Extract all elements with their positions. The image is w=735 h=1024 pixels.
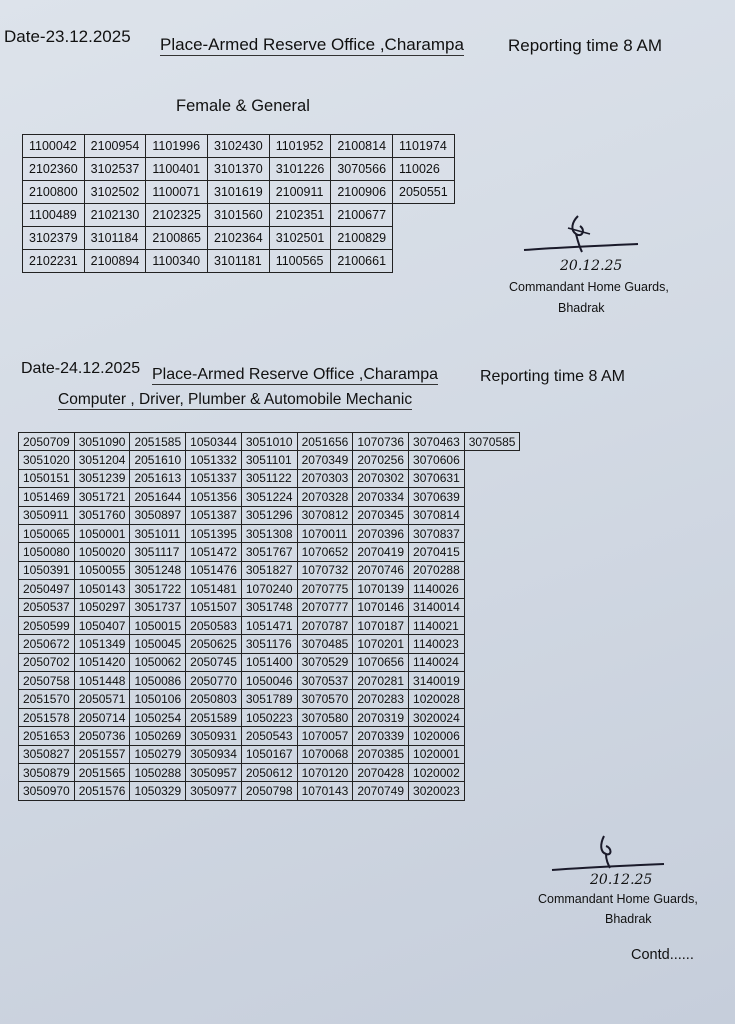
table-row	[19, 488, 520, 506]
roll-number-cell: 2100894	[84, 250, 146, 273]
roll-number-cell: 1050288	[130, 764, 186, 782]
roll-number-cell: 2070256	[353, 451, 409, 469]
roll-number-cell: 2100800	[23, 181, 85, 204]
roll-number-cell: 1101974	[393, 135, 455, 158]
section2-place: Place-Armed Reserve Office ,Charampa	[152, 366, 439, 383]
table-row	[19, 782, 520, 800]
signatory-1-title: Commandant Home Guards,	[509, 280, 669, 294]
roll-number-cell: 1051332	[186, 451, 242, 469]
roll-number-cell: 3070537	[297, 672, 353, 690]
roll-number-cell: 1050269	[130, 727, 186, 745]
roll-number-cell: 2070385	[353, 745, 409, 763]
roll-number-cell: 1051387	[186, 506, 242, 524]
table-row	[19, 745, 520, 763]
roll-number-cell: 1051420	[74, 653, 130, 671]
roll-number-cell: 2070302	[353, 469, 409, 487]
roll-number-cell: 2102364	[208, 227, 270, 250]
signatory-2-place: Bhadrak	[605, 912, 652, 926]
roll-number-cell: 2070746	[353, 561, 409, 579]
roll-number-cell: 3070580	[297, 708, 353, 726]
roll-number-cell: 2070319	[353, 708, 409, 726]
roll-number-cell: 3051722	[130, 580, 186, 598]
roll-number-cell: 3102501	[269, 227, 331, 250]
roll-number-cell: 1050297	[74, 598, 130, 616]
empty-cell	[464, 635, 520, 653]
roll-number-cell: 1050015	[130, 616, 186, 634]
roll-number-cell: 2070787	[297, 616, 353, 634]
roll-number-cell: 2070415	[409, 543, 465, 561]
roll-number-cell: 2050551	[393, 181, 455, 204]
roll-number-cell: 2100814	[331, 135, 393, 158]
roll-number-cell: 2070396	[353, 524, 409, 542]
roll-number-cell: 3020024	[409, 708, 465, 726]
empty-cell	[464, 598, 520, 616]
roll-number-cell: 2070428	[353, 764, 409, 782]
roll-number-cell: 3070570	[297, 690, 353, 708]
table-row	[19, 506, 520, 524]
roll-number-cell: 1050065	[19, 524, 75, 542]
roll-number-cell: 3051827	[241, 561, 297, 579]
roll-number-cell: 2051585	[130, 433, 186, 451]
empty-cell	[393, 227, 455, 250]
roll-number-cell: 2051644	[130, 488, 186, 506]
roll-number-cell: 1050223	[241, 708, 297, 726]
roll-number-cell: 2051557	[74, 745, 130, 763]
roll-number-cell: 1100489	[23, 204, 85, 227]
roll-number-cell: 3051020	[19, 451, 75, 469]
table-row	[19, 672, 520, 690]
empty-cell	[464, 690, 520, 708]
roll-number-cell: 3102430	[208, 135, 270, 158]
roll-number-cell: 2070339	[353, 727, 409, 745]
roll-number-cell: 3050911	[19, 506, 75, 524]
section2-category: Computer , Driver, Plumber & Automobile Mechanic	[58, 391, 413, 408]
roll-number-cell: 1070057	[297, 727, 353, 745]
roll-number-cell: 3051308	[241, 524, 297, 542]
empty-cell	[464, 653, 520, 671]
roll-number-cell: 3070529	[297, 653, 353, 671]
roll-number-cell: 1050329	[130, 782, 186, 800]
roll-number-cell: 2050803	[186, 690, 242, 708]
table-row	[19, 764, 520, 782]
roll-number-cell: 3051101	[241, 451, 297, 469]
roll-number-cell: 1100340	[146, 250, 208, 273]
roll-number-cell: 2050745	[186, 653, 242, 671]
roll-number-cell: 110026	[393, 158, 455, 181]
empty-cell	[464, 727, 520, 745]
empty-cell	[464, 506, 520, 524]
roll-number-cell: 1020001	[409, 745, 465, 763]
roll-number-cell: 3051296	[241, 506, 297, 524]
roll-number-cell: 2051589	[186, 708, 242, 726]
roll-number-cell: 3070837	[409, 524, 465, 542]
empty-cell	[464, 561, 520, 579]
roll-number-cell: 1051469	[19, 488, 75, 506]
roll-number-cell: 1050086	[130, 672, 186, 690]
roll-number-cell: 1070652	[297, 543, 353, 561]
roll-number-cell: 2070283	[353, 690, 409, 708]
roll-number-cell: 3101560	[208, 204, 270, 227]
roll-number-cell: 3051176	[241, 635, 297, 653]
roll-number-cell: 2100911	[269, 181, 331, 204]
signatory-1-place: Bhadrak	[558, 301, 605, 315]
table-row	[23, 227, 455, 250]
roll-number-cell: 1050106	[130, 690, 186, 708]
roll-number-cell: 3102379	[23, 227, 85, 250]
roll-number-cell: 1050055	[74, 561, 130, 579]
roll-number-cell: 3051204	[74, 451, 130, 469]
empty-cell	[464, 488, 520, 506]
empty-cell	[464, 745, 520, 763]
roll-number-cell: 2070349	[297, 451, 353, 469]
table-row	[19, 653, 520, 671]
roll-number-cell: 2051613	[130, 469, 186, 487]
roll-number-cell: 1070732	[297, 561, 353, 579]
roll-number-cell: 2050543	[241, 727, 297, 745]
roll-number-cell: 1050080	[19, 543, 75, 561]
section1-date: Date-23.12.2025	[4, 27, 131, 46]
roll-number-cell: 2100906	[331, 181, 393, 204]
section1-category: Female & General	[176, 97, 310, 115]
roll-number-cell: 1100071	[146, 181, 208, 204]
roll-number-cell: 2050736	[74, 727, 130, 745]
table-row	[23, 250, 455, 273]
roll-number-cell: 2070328	[297, 488, 353, 506]
roll-number-cell: 1070240	[241, 580, 297, 598]
roll-number-cell: 1070201	[353, 635, 409, 653]
roll-number-cell: 3050970	[19, 782, 75, 800]
roll-number-cell: 3070639	[409, 488, 465, 506]
roll-number-cell: 3070566	[331, 158, 393, 181]
table-row	[19, 451, 520, 469]
roll-number-cell: 1050151	[19, 469, 75, 487]
roll-number-cell: 3140014	[409, 598, 465, 616]
roll-number-cell: 3101226	[269, 158, 331, 181]
roll-number-cell: 2102351	[269, 204, 331, 227]
roll-number-cell: 3050957	[186, 764, 242, 782]
roll-number-cell: 3051122	[241, 469, 297, 487]
roll-number-cell: 2070281	[353, 672, 409, 690]
roll-number-cell: 3051789	[241, 690, 297, 708]
roll-number-cell: 1051448	[74, 672, 130, 690]
roll-number-cell: 2051570	[19, 690, 75, 708]
roll-number-cell: 1070656	[353, 653, 409, 671]
empty-cell	[464, 524, 520, 542]
roll-number-cell: 1051349	[74, 635, 130, 653]
roll-number-cell: 1050143	[74, 580, 130, 598]
section2-date: Date-24.12.2025	[21, 360, 141, 377]
roll-number-cell: 1050046	[241, 672, 297, 690]
roll-number-cell: 2100677	[331, 204, 393, 227]
roll-number-cell: 1070120	[297, 764, 353, 782]
roll-number-cell: 3050977	[186, 782, 242, 800]
roll-number-cell: 3051721	[74, 488, 130, 506]
roll-number-cell: 2050571	[74, 690, 130, 708]
roll-number-cell: 3051748	[241, 598, 297, 616]
roll-number-cell: 3070631	[409, 469, 465, 487]
signature-2-date: 20.12.25	[590, 872, 653, 888]
table-row	[19, 580, 520, 598]
roll-number-cell: 1050020	[74, 543, 130, 561]
roll-number-cell: 3070812	[297, 506, 353, 524]
empty-cell	[464, 616, 520, 634]
table-row	[19, 635, 520, 653]
roll-number-cell: 2102231	[23, 250, 85, 273]
roll-number-cell: 2070345	[353, 506, 409, 524]
roll-number-cell: 1050254	[130, 708, 186, 726]
empty-cell	[464, 543, 520, 561]
roll-number-cell: 1140021	[409, 616, 465, 634]
section2-reporting-time: Reporting time 8 AM	[480, 368, 625, 385]
roll-number-cell: 1070146	[353, 598, 409, 616]
roll-number-cell: 1020028	[409, 690, 465, 708]
roll-number-cell: 2051576	[74, 782, 130, 800]
roll-number-cell: 2070419	[353, 543, 409, 561]
roll-number-cell: 2050798	[241, 782, 297, 800]
roll-number-cell: 1051395	[186, 524, 242, 542]
roll-number-cell: 1101996	[146, 135, 208, 158]
signatory-2-title: Commandant Home Guards,	[538, 892, 698, 906]
roll-number-cell: 2051610	[130, 451, 186, 469]
roll-number-cell: 3102502	[84, 181, 146, 204]
table-row	[19, 561, 520, 579]
roll-number-cell: 2070775	[297, 580, 353, 598]
empty-cell	[464, 672, 520, 690]
section1-place: Place-Armed Reserve Office ,Charampa	[160, 35, 464, 54]
table-row	[23, 135, 455, 158]
section1-reporting-time: Reporting time 8 AM	[508, 36, 663, 55]
empty-cell	[464, 708, 520, 726]
empty-cell	[464, 764, 520, 782]
empty-cell	[464, 451, 520, 469]
roll-number-cell: 2070303	[297, 469, 353, 487]
table-row	[23, 204, 455, 227]
roll-number-cell: 2070334	[353, 488, 409, 506]
section1-roll-table	[22, 134, 455, 273]
roll-number-cell: 3101370	[208, 158, 270, 181]
roll-number-cell: 1051472	[186, 543, 242, 561]
roll-number-cell: 2050625	[186, 635, 242, 653]
roll-number-cell: 2102325	[146, 204, 208, 227]
roll-number-cell: 1051481	[186, 580, 242, 598]
table-row	[19, 727, 520, 745]
table-row	[19, 690, 520, 708]
roll-number-cell: 3101181	[208, 250, 270, 273]
roll-number-cell: 3070463	[409, 433, 465, 451]
roll-number-cell: 3051239	[74, 469, 130, 487]
roll-number-cell: 1050167	[241, 745, 297, 763]
roll-number-cell: 3020023	[409, 782, 465, 800]
roll-number-cell: 1070187	[353, 616, 409, 634]
roll-number-cell: 2100661	[331, 250, 393, 273]
table-row	[19, 543, 520, 561]
roll-number-cell: 3051248	[130, 561, 186, 579]
roll-number-cell: 3051760	[74, 506, 130, 524]
roll-number-cell: 1050062	[130, 653, 186, 671]
roll-number-cell: 1070736	[353, 433, 409, 451]
roll-number-cell: 1140023	[409, 635, 465, 653]
roll-number-cell: 1020006	[409, 727, 465, 745]
roll-number-cell: 3050879	[19, 764, 75, 782]
roll-number-cell: 3051090	[74, 433, 130, 451]
roll-number-cell: 1050045	[130, 635, 186, 653]
roll-number-cell: 3051224	[241, 488, 297, 506]
roll-number-cell: 1020002	[409, 764, 465, 782]
roll-number-cell: 1070068	[297, 745, 353, 763]
roll-number-cell: 2070288	[409, 561, 465, 579]
roll-number-cell: 2050714	[74, 708, 130, 726]
roll-number-cell: 2050612	[241, 764, 297, 782]
roll-number-cell: 2050599	[19, 616, 75, 634]
roll-number-cell: 1140026	[409, 580, 465, 598]
roll-number-cell: 1100042	[23, 135, 85, 158]
empty-cell	[464, 469, 520, 487]
roll-number-cell: 2051578	[19, 708, 75, 726]
roll-number-cell: 1050407	[74, 616, 130, 634]
roll-number-cell: 1050279	[130, 745, 186, 763]
roll-number-cell: 3070814	[409, 506, 465, 524]
roll-number-cell: 3070585	[464, 433, 520, 451]
roll-number-cell: 2100954	[84, 135, 146, 158]
empty-cell	[464, 782, 520, 800]
roll-number-cell: 3051011	[130, 524, 186, 542]
roll-number-cell: 1070143	[297, 782, 353, 800]
roll-number-cell: 1051337	[186, 469, 242, 487]
roll-number-cell: 1051476	[186, 561, 242, 579]
roll-number-cell: 1050344	[186, 433, 242, 451]
signature-1-date: 20.12.25	[560, 258, 623, 274]
roll-number-cell: 1100401	[146, 158, 208, 181]
roll-number-cell: 3050931	[186, 727, 242, 745]
roll-number-cell: 1100565	[269, 250, 331, 273]
roll-number-cell: 3140019	[409, 672, 465, 690]
roll-number-cell: 2050702	[19, 653, 75, 671]
table-row	[23, 158, 455, 181]
roll-number-cell: 3050897	[130, 506, 186, 524]
table-row	[19, 616, 520, 634]
roll-number-cell: 2070777	[297, 598, 353, 616]
roll-number-cell: 3051737	[130, 598, 186, 616]
roll-number-cell: 1070139	[353, 580, 409, 598]
roll-number-cell: 3070485	[297, 635, 353, 653]
roll-number-cell: 2050709	[19, 433, 75, 451]
roll-number-cell: 1050001	[74, 524, 130, 542]
roll-number-cell: 1051471	[241, 616, 297, 634]
roll-number-cell: 1101952	[269, 135, 331, 158]
roll-number-cell: 2100865	[146, 227, 208, 250]
section2-roll-table	[18, 432, 520, 801]
roll-number-cell: 3102537	[84, 158, 146, 181]
roll-number-cell: 1051507	[186, 598, 242, 616]
roll-number-cell: 1051356	[186, 488, 242, 506]
roll-number-cell: 2050537	[19, 598, 75, 616]
roll-number-cell: 1070011	[297, 524, 353, 542]
empty-cell	[464, 580, 520, 598]
table-row	[23, 181, 455, 204]
roll-number-cell: 2050497	[19, 580, 75, 598]
roll-number-cell: 2050758	[19, 672, 75, 690]
roll-number-cell: 1050391	[19, 561, 75, 579]
roll-number-cell: 3051010	[241, 433, 297, 451]
roll-number-cell: 1051400	[241, 653, 297, 671]
roll-number-cell: 3051117	[130, 543, 186, 561]
table-row	[19, 469, 520, 487]
roll-number-cell: 2070749	[353, 782, 409, 800]
roll-number-cell: 3101619	[208, 181, 270, 204]
roll-number-cell: 2100829	[331, 227, 393, 250]
empty-cell	[393, 250, 455, 273]
roll-number-cell: 1140024	[409, 653, 465, 671]
table-row	[19, 708, 520, 726]
roll-number-cell: 3070606	[409, 451, 465, 469]
table-row	[19, 433, 520, 451]
roll-number-cell: 2051565	[74, 764, 130, 782]
roll-number-cell: 3051767	[241, 543, 297, 561]
roll-number-cell: 3101184	[84, 227, 146, 250]
roll-number-cell: 2051656	[297, 433, 353, 451]
roll-number-cell: 2102360	[23, 158, 85, 181]
roll-number-cell: 2102130	[84, 204, 146, 227]
roll-number-cell: 2050583	[186, 616, 242, 634]
roll-number-cell: 2050672	[19, 635, 75, 653]
continued-note: Contd......	[631, 947, 694, 963]
table-row	[19, 598, 520, 616]
roll-number-cell: 3050827	[19, 745, 75, 763]
empty-cell	[393, 204, 455, 227]
roll-number-cell: 3050934	[186, 745, 242, 763]
roll-number-cell: 2050770	[186, 672, 242, 690]
roll-number-cell: 2051653	[19, 727, 75, 745]
table-row	[19, 524, 520, 542]
